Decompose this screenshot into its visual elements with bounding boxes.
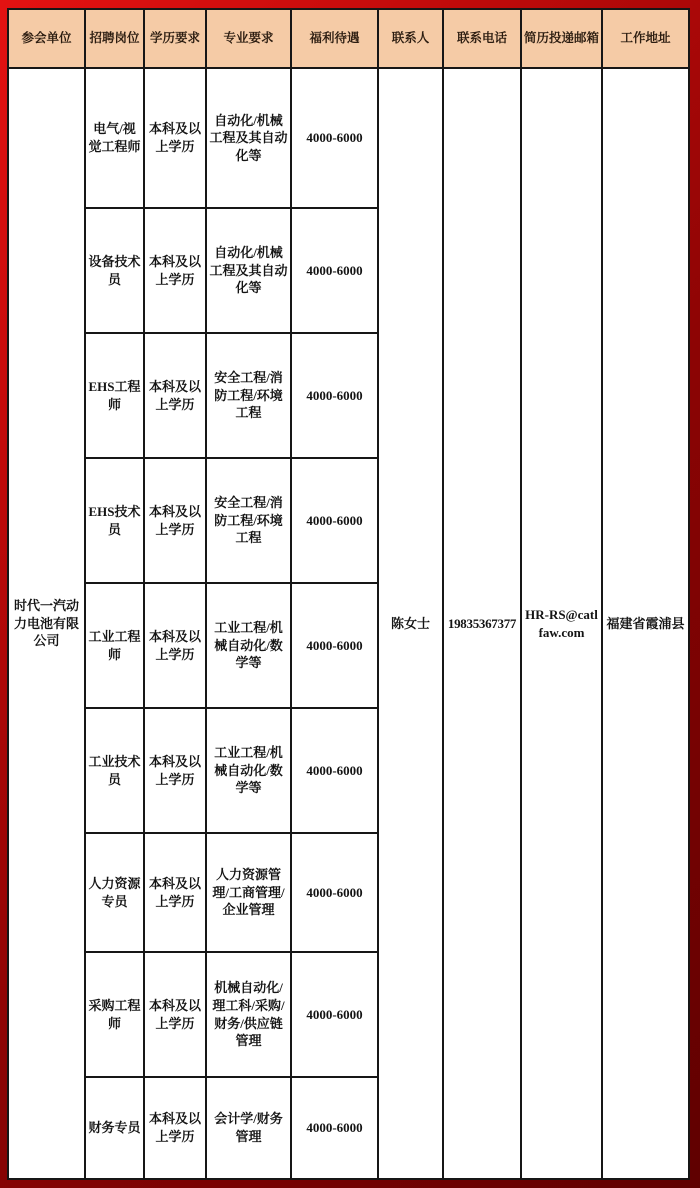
education-cell: 本科及以上学历 [144,333,206,458]
position-cell: EHS工程师 [85,333,144,458]
major-cell: 会计学/财务管理 [206,1077,291,1179]
major-cell: 安全工程/消防工程/环境工程 [206,458,291,583]
col-header-salary: 福利待遇 [291,9,378,68]
position-cell: 工业技术员 [85,708,144,833]
salary-cell: 4000-6000 [291,583,378,708]
position-cell: EHS技术员 [85,458,144,583]
col-header-contact-person: 联系人 [378,9,443,68]
position-cell: 采购工程师 [85,952,144,1077]
recruitment-table [7,8,690,1180]
col-header-education: 学历要求 [144,9,206,68]
major-cell: 自动化/机械工程及其自动化等 [206,208,291,333]
col-header-work-location: 工作地址 [602,9,689,68]
position-cell: 财务专员 [85,1077,144,1179]
salary-cell: 4000-6000 [291,208,378,333]
salary-cell: 4000-6000 [291,708,378,833]
salary-cell: 4000-6000 [291,1077,378,1179]
table-row [8,68,689,208]
salary-cell: 4000-6000 [291,952,378,1077]
resume-email-cell: HR-RS@catlfaw.com [521,68,602,1179]
company-name-cell: 时代一汽动力电池有限公司 [8,68,85,1179]
col-header-company: 参会单位 [8,9,85,68]
salary-cell: 4000-6000 [291,333,378,458]
education-cell: 本科及以上学历 [144,952,206,1077]
major-cell: 安全工程/消防工程/环境工程 [206,333,291,458]
salary-cell: 4000-6000 [291,458,378,583]
col-header-position: 招聘岗位 [85,9,144,68]
education-cell: 本科及以上学历 [144,708,206,833]
work-location-cell: 福建省霞浦县 [602,68,689,1179]
education-cell: 本科及以上学历 [144,833,206,952]
major-cell: 自动化/机械工程及其自动化等 [206,68,291,208]
col-header-major: 专业要求 [206,9,291,68]
education-cell: 本科及以上学历 [144,458,206,583]
education-cell: 本科及以上学历 [144,583,206,708]
col-header-contact-phone: 联系电话 [443,9,521,68]
position-cell: 工业工程师 [85,583,144,708]
major-cell: 机械自动化/理工科/采购/财务/供应链管理 [206,952,291,1077]
major-cell: 工业工程/机械自动化/数学等 [206,708,291,833]
recruitment-table-container [7,8,690,1180]
major-cell: 人力资源管理/工商管理/企业管理 [206,833,291,952]
salary-cell: 4000-6000 [291,833,378,952]
education-cell: 本科及以上学历 [144,208,206,333]
contact-phone-cell: 19835367377 [443,68,521,1179]
salary-cell: 4000-6000 [291,68,378,208]
education-cell: 本科及以上学历 [144,1077,206,1179]
position-cell: 设备技术员 [85,208,144,333]
col-header-resume-email: 简历投递邮箱 [521,9,602,68]
position-cell: 电气/视觉工程师 [85,68,144,208]
position-cell: 人力资源专员 [85,833,144,952]
major-cell: 工业工程/机械自动化/数学等 [206,583,291,708]
header-row [8,9,689,68]
education-cell: 本科及以上学历 [144,68,206,208]
contact-person-cell: 陈女士 [378,68,443,1179]
